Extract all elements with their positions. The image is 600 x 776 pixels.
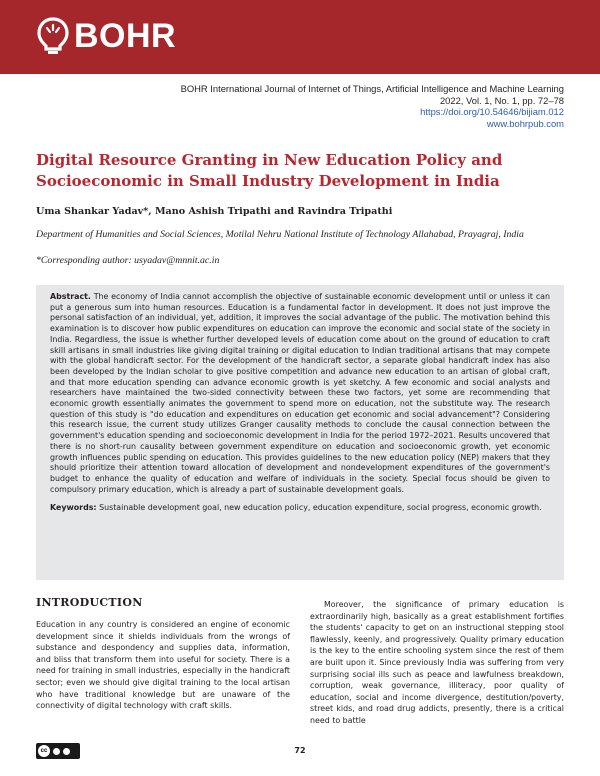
abstract-text: The economy of India cannot accomplish the objective of sustainable economic development until or unless it can put a generous sum into human resources. Education is a fundamental factor in development. It does not just improve the personal satisfaction of an individual, yet, addition, it improves the social advantage of the public. The motivation behind this examination is to discover how public expenditures on education can improve the economic and social state of the society in India. Regardless, the issue is whether further developed levels of education come about on the ground of education to craft skill artisans in small industries like giving digital training or digital education to Indian traditional artisans that may compete with the global handicraft sector. For the development of the handicraft sector, a separate global handicraft index has also been developed by the Indian scholar to give positive competition and advance new education to an artisan of global craft, and that more education spending can advance economic growth is yet sketchy. A few economic and social analysts and researchers have maintained the two-sided connectivity between these two factors, yet some are recommending that economic growth essentially animates the government to spend more on education, not the substitute way. The research question of this study is "do education and expenditures on education get economic and social advancement"? Considering this research issue, the current study utilizes Granger causality methods to conclude the causal connection between the government's education spending and socioeconomic development in India for the period 1972–2021. Results uncovered that there is no short-run causality between government expenditure on education and socioeconomic growth, yet economic growth influences public spending on education. This provides guidelines to the new education policy (NEP) makers that they should prioritize their attention toward allocation of development and nondevelopment expenditures of the government's budget to enhance the quality of education and welfare of individuals in the society. Special focus should be given to compulsory primary education, which is already a part of sustainable development goals.	[50, 292, 550, 494]
bohr-bulb-icon	[36, 16, 70, 56]
brand-name: BOHR	[74, 17, 177, 55]
journal-issue: 2022, Vol. 1, No. 1, pp. 72–78	[439, 94, 564, 106]
keywords-label: Keywords:	[50, 503, 97, 513]
abstract-box	[36, 285, 564, 580]
corresponding-author: *Corresponding author: usyadav@mnnit.ac.in	[36, 255, 220, 266]
journal-name: BOHR International Journal of Internet of Things, Artificial Intelligence and Machine Learning	[180, 83, 564, 94]
keywords-text: Sustainable development goal, new education policy, education expenditure, social progress, economic growth.	[99, 503, 542, 513]
website-link[interactable]: www.bohrpub.com	[486, 117, 564, 129]
abstract-paragraph	[50, 292, 550, 495]
header-banner	[0, 0, 600, 74]
left-column-text: Education in any country is considered an engine of economic development since it shields individuals from the wrongs of substance and despondency and supplies data, information, and bliss that transform them into useful for society. There is a need for training in small industries, especially in the handicraft sector; even we should give digital training to the local artisan who have traditional knowledge but are unaware of the connectivity of digital technology with craft skills.	[36, 620, 290, 711]
cc-icon: cc	[38, 745, 50, 757]
journal-info	[181, 83, 564, 129]
brand-logo[interactable]	[36, 16, 176, 56]
author-list: Uma Shankar Yadav*, Mano Ashish Tripathi and Ravindra Tripathi	[36, 206, 393, 217]
section-heading: INTRODUCTION	[36, 596, 143, 609]
article-title: Digital Resource Granting in New Education Policy and Socioeconomic in Small Industry Development in India	[36, 151, 503, 190]
doi-link[interactable]: https://doi.org/10.54646/bijiam.012	[420, 106, 564, 117]
right-column-text: Moreover, the significance of primary education is extraordinarily high, basically as a great establishment fortifies the students' capacity to get on an instructional stepping stool flawlessly, keenly, and progressively. Quality primary education is the key to the entire schooling system since the rest of them are built upon it. Since previously India was suffering from very surprising social ills such as peace and lawfulness breakdown, corruption, weak governance, illiteracy, poor quality of education, social and income divergence, destitution/poverty, street kids, and road drug addicts, presently, there is a critical need to battle	[310, 600, 564, 725]
page-number: 72	[294, 746, 306, 755]
abstract-label: Abstract.	[50, 292, 91, 301]
affiliation: Department of Humanities and Social Sciences, Motilal Nehru National Institute of Technology Allahabad, Prayagraj, India	[36, 229, 524, 240]
keywords-paragraph	[50, 503, 550, 514]
